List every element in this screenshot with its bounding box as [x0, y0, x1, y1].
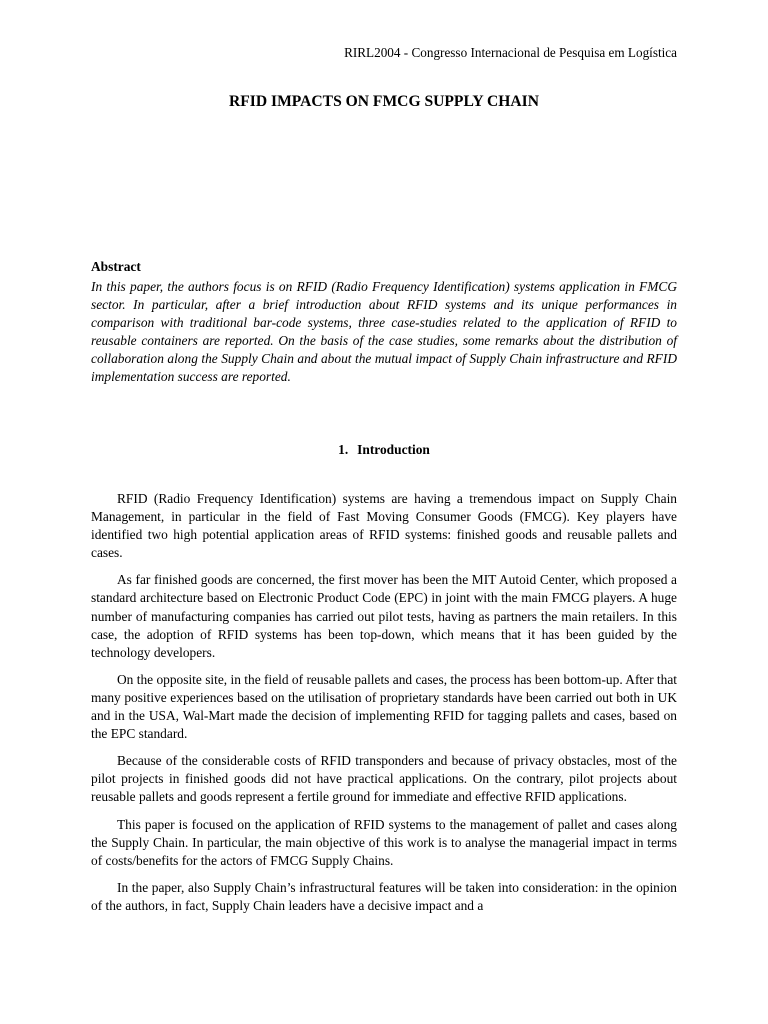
- paragraph: On the opposite site, in the field of reusable pallets and cases, the process has been bottom-up. After that many positive experiences based on the utilisation of proprietary standards have been carried out both in UK and in the USA, Wal-Mart made the decision of implementing RFID for tagging pallets and cases, based on the EPC standard.: [91, 671, 677, 742]
- section-heading: [91, 441, 677, 458]
- abstract-text: In this paper, the authors focus is on RFID (Radio Frequency Identification) systems application in FMCG sector. In particular, after a brief introduction about RFID systems and its unique performances in comparison with traditional bar-code systems, three case-studies related to the application of RFID to reusable containers are reported. On the basis of the case studies, some remarks about the distribution of collaboration along the Supply Chain and about the mutual impact of Supply Chain infrastructure and RFID implementation success are reported.: [91, 279, 677, 385]
- section-number: 1.: [338, 442, 349, 457]
- paragraph: This paper is focused on the application of RFID systems to the management of pallet and cases along the Supply Chain. In particular, the main objective of this work is to analyse the managerial impact in terms of costs/benefits for the actors of FMCG Supply Chains.: [91, 816, 677, 868]
- section-title: Introduction: [357, 442, 430, 457]
- paragraph: Because of the considerable costs of RFID transponders and because of privacy obstacles, most of the pilot projects in finished goods did not have practical applications. On the contrary, pilot projects about reusable pallets and goods represent a fertile ground for immediate and effective RFID applications.: [91, 753, 677, 805]
- running-header: RIRL2004 - Congresso Internacional de Pesquisa em Logística: [344, 45, 677, 60]
- paragraph: In the paper, also Supply Chain’s infrastructural features will be taken into consideration: in the opinion of the authors, in fact, Supply Chain leaders have a decisive impact and a: [91, 879, 677, 913]
- paragraph: RFID (Radio Frequency Identification) systems are having a tremendous impact on Supply Chain Management, in particular in the field of Fast Moving Consumer Goods (FMCG). Key players have identified two high potential application areas of RFID systems: finished goods and reusable pallets and cases.: [91, 491, 677, 561]
- paragraph: As far finished goods are concerned, the first mover has been the MIT Autoid Center, which proposed a standard architecture based on Electronic Product Code (EPC) in joint with the main FMCG players. A huge number of manufacturing companies has carried out pilot tests, having as partners the main retailers. In this case, the adoption of RFID systems has been top-down, which means that it has been guided by the technology developers.: [91, 572, 677, 660]
- introduction-body: [91, 490, 677, 924]
- abstract-heading: Abstract: [91, 259, 141, 274]
- paper-title: RFID IMPACTS ON FMCG SUPPLY CHAIN: [228, 93, 539, 110]
